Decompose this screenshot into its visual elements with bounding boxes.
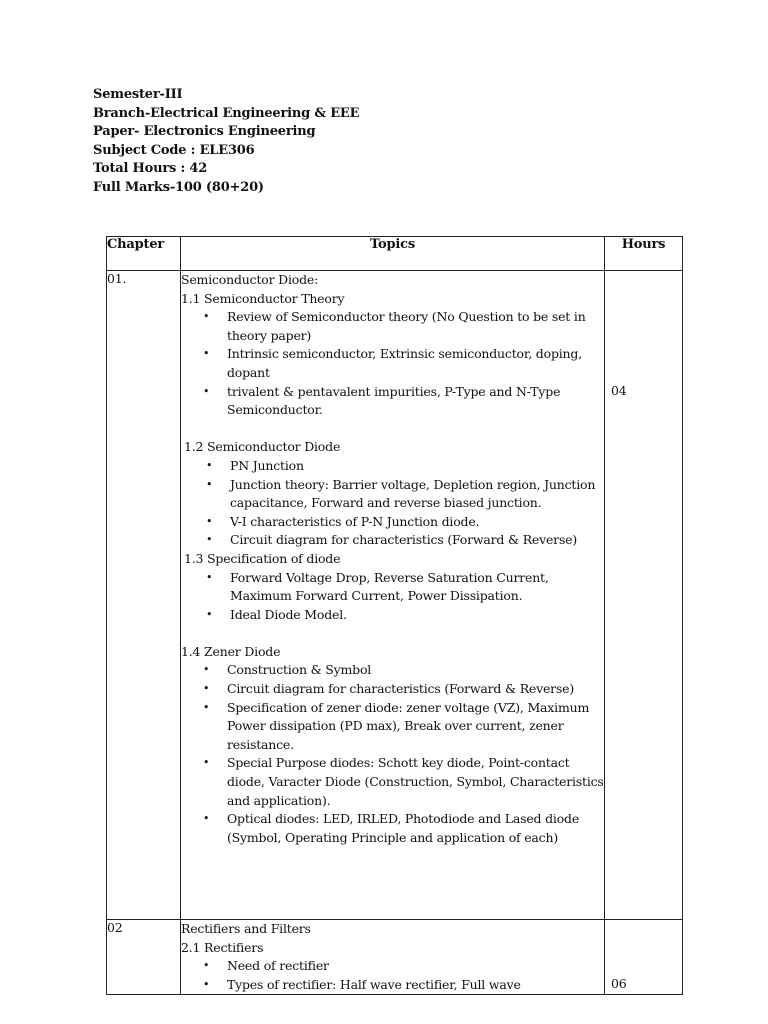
bullet-icon: • bbox=[203, 663, 210, 677]
hours-value: 06 bbox=[611, 976, 627, 991]
bullet-icon: • bbox=[206, 533, 213, 547]
bullet-icon: • bbox=[203, 756, 210, 770]
topics-cell bbox=[181, 271, 605, 920]
list-item: • Circuit diagram for characteristics (Forward & Reverse) bbox=[181, 531, 604, 550]
topic-list bbox=[181, 308, 604, 420]
list-item: • Types of rectifier: Half wave rectifier, Full wave bbox=[181, 976, 604, 995]
list-item: • Review of Semiconductor theory (No Question to be set in theory paper) bbox=[203, 309, 586, 343]
bullet-icon: • bbox=[203, 959, 210, 973]
topics-column-header: Topics bbox=[181, 237, 605, 271]
topics-cell bbox=[181, 920, 605, 995]
section-heading: 1.3 Specification of diode bbox=[184, 550, 341, 566]
bullet-icon: • bbox=[203, 682, 210, 696]
section-heading: 1.2 Semiconductor Diode bbox=[184, 439, 341, 455]
list-item: • Circuit diagram for characteristics (Forward & Reverse) bbox=[181, 680, 604, 699]
list-item: • Junction theory: Barrier voltage, Depletion region, Junction capacitance, Forward and reverse biased junction. bbox=[206, 476, 596, 511]
document-header bbox=[93, 86, 359, 198]
table-row bbox=[107, 920, 683, 995]
total-hours-line: Total Hours : 42 bbox=[93, 161, 208, 177]
bullet-icon: • bbox=[206, 607, 213, 621]
list-item: • trivalent & pentavalent impurities, P-Type and N-Type Semiconductor. bbox=[203, 383, 561, 418]
bullet-icon: • bbox=[203, 812, 210, 826]
section-heading: 2.1 Rectifiers bbox=[181, 939, 264, 955]
topic-list bbox=[181, 661, 604, 847]
chapter-title: Semiconductor Diode: bbox=[181, 272, 319, 287]
semester-line: Semester-III bbox=[93, 87, 183, 102]
hours-cell bbox=[605, 920, 683, 995]
bullet-icon: • bbox=[203, 310, 210, 324]
bullet-icon: • bbox=[203, 347, 210, 361]
chapter-number: 02 bbox=[107, 920, 181, 995]
list-item: • Specification of zener diode: zener voltage (VZ), Maximum Power dissipation (PD max), Break over current, zener resistance. bbox=[203, 699, 590, 752]
bullet-icon: • bbox=[203, 384, 210, 398]
list-item: • Optical diodes: LED, IRLED, Photodiode and Lased diode (Symbol, Operating Principle and application of each) bbox=[203, 811, 580, 845]
list-item: • V-I characteristics of P-N Junction diode. bbox=[181, 513, 604, 532]
chapter-title: Rectifiers and Filters bbox=[181, 921, 311, 936]
chapter-number: 01. bbox=[107, 271, 181, 920]
list-item: • Special Purpose diodes: Schott key diode, Point-contact diode, Varacter Diode (Construction, Symbol, Characteristics and application). bbox=[203, 755, 604, 808]
bullet-icon: • bbox=[203, 700, 210, 714]
list-item: • Ideal Diode Model. bbox=[181, 606, 604, 625]
section-heading: 1.1 Semiconductor Theory bbox=[181, 290, 345, 306]
table-row bbox=[107, 271, 683, 920]
full-marks-line: Full Marks-100 (80+20) bbox=[93, 179, 264, 195]
bullet-icon: • bbox=[206, 458, 213, 472]
hours-value: 04 bbox=[611, 383, 627, 398]
hours-cell bbox=[605, 271, 683, 920]
subject-code-line: Subject Code : ELE306 bbox=[93, 142, 255, 158]
chapter-column-header: Chapter bbox=[107, 237, 181, 271]
list-item: • Intrinsic semiconductor, Extrinsic semiconductor, doping, dopant bbox=[203, 346, 582, 380]
bullet-icon: • bbox=[206, 514, 213, 528]
list-item: • Construction & Symbol bbox=[181, 661, 604, 680]
hours-column-header: Hours bbox=[605, 237, 683, 271]
list-item: • Need of rectifier bbox=[181, 957, 604, 976]
topic-list bbox=[181, 569, 604, 625]
branch-line: Branch-Electrical Engineering & EEE bbox=[93, 105, 360, 121]
syllabus-table bbox=[106, 236, 683, 995]
paper-line: Paper- Electronics Engineering bbox=[93, 124, 316, 140]
topic-list bbox=[181, 457, 604, 550]
bullet-icon: • bbox=[206, 477, 213, 491]
section-heading: 1.4 Zener Diode bbox=[181, 643, 281, 659]
topic-list bbox=[181, 957, 604, 994]
list-item: • PN Junction bbox=[181, 457, 604, 476]
bullet-icon: • bbox=[203, 977, 210, 991]
list-item: • Forward Voltage Drop, Reverse Saturation Current, Maximum Forward Current, Power Dissipation. bbox=[206, 569, 549, 604]
bullet-icon: • bbox=[206, 570, 213, 584]
table-header-row bbox=[107, 237, 683, 271]
